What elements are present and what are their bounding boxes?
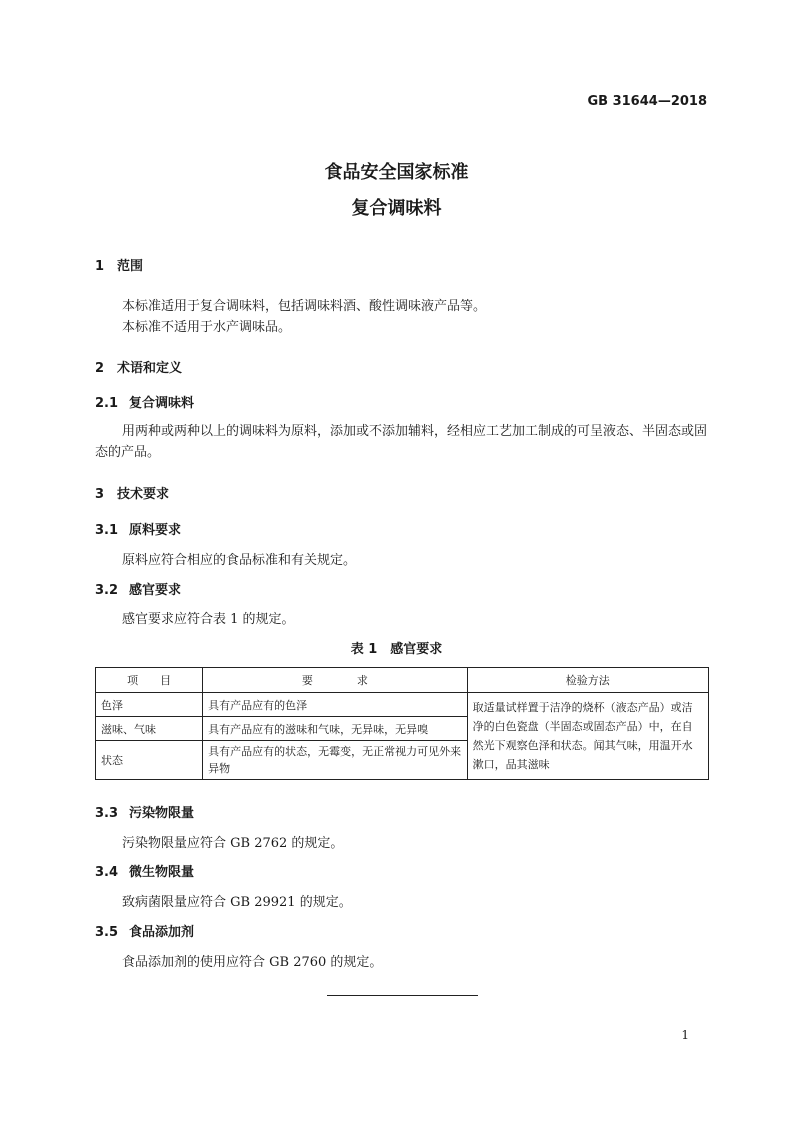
cell-item: 色泽 [96, 693, 203, 717]
subsection-title: 感官要求 [129, 583, 182, 598]
cell-item: 状态 [96, 741, 203, 780]
subsection-number: 3.2 [95, 583, 119, 598]
paragraph: 感官要求应符合表 1 的规定。 [122, 612, 295, 627]
paragraph: 本标准适用于复合调味料，包括调味料酒、酸性调味液产品等。 [122, 299, 487, 314]
subsection-number: 2.1 [95, 396, 119, 411]
section-number: 1 [95, 259, 105, 274]
subsection-heading [95, 579, 181, 598]
cell-requirement: 具有产品应有的滋味和气味，无异味，无异嗅 [203, 717, 467, 741]
subsection-number: 3.5 [95, 925, 119, 940]
cell-method: 取适量试样置于洁净的烧杯（液态产品）或洁净的白色瓷盘（半固态或固态产品）中，在自然光下观察色泽和状态。闻其气味，用温开水漱口，品其滋味 [467, 693, 708, 780]
subsection-title: 食品添加剂 [129, 925, 195, 940]
subsection-title: 微生物限量 [129, 865, 195, 880]
header-requirement: 要 求 [203, 668, 467, 693]
subsection-heading [95, 802, 194, 821]
paragraph: 致病菌限量应符合 GB 29921 的规定。 [122, 895, 352, 910]
cell-item: 滋味、气味 [96, 717, 203, 741]
section-heading-scope [95, 255, 143, 274]
sensory-requirements-table [95, 667, 709, 780]
section-number: 2 [95, 361, 105, 376]
table-row [96, 693, 709, 717]
paragraph: 原料应符合相应的食品标准和有关规定。 [122, 553, 357, 568]
section-heading-requirements [95, 483, 169, 502]
paragraph: 本标准不适用于水产调味品。 [122, 320, 292, 335]
end-rule-divider [327, 995, 478, 996]
header-method: 检验方法 [467, 668, 708, 693]
subsection-title: 污染物限量 [129, 806, 195, 821]
subsection-heading [95, 861, 194, 880]
subsection-number: 3.3 [95, 806, 119, 821]
subsection-number: 3.4 [95, 865, 119, 880]
subsection-number: 3.1 [95, 523, 119, 538]
subsection-title: 复合调味料 [129, 396, 195, 411]
header-item: 项 目 [96, 668, 203, 693]
paragraph-definition: 用两种或两种以上的调味料为原料，添加或不添加辅料，经相应工艺加工制成的可呈液态、半固态或固态的产品。 [95, 424, 708, 460]
cell-requirement: 具有产品应有的状态，无霉变，无正常视力可见外来异物 [203, 741, 467, 780]
subsection-heading [95, 921, 194, 940]
section-title: 术语和定义 [117, 361, 183, 376]
table-caption: 表 1 感官要求 [350, 642, 443, 657]
cell-requirement: 具有产品应有的色泽 [203, 693, 467, 717]
section-heading-terms [95, 357, 182, 376]
section-title: 技术要求 [117, 487, 170, 502]
subsection-heading [95, 392, 194, 411]
subsection-heading [95, 519, 181, 538]
paragraph: 污染物限量应符合 GB 2762 的规定。 [122, 836, 344, 851]
table-header-row [96, 668, 709, 693]
page-number: 1 [681, 1028, 689, 1042]
paragraph: 食品添加剂的使用应符合 GB 2760 的规定。 [122, 955, 383, 970]
section-number: 3 [95, 487, 105, 502]
document-title: 食品安全国家标准 [324, 162, 469, 183]
standard-number: GB 31644—2018 [587, 94, 707, 109]
subsection-title: 原料要求 [129, 523, 182, 538]
section-title: 范围 [117, 259, 144, 274]
document-subtitle: 复合调味料 [351, 198, 442, 219]
